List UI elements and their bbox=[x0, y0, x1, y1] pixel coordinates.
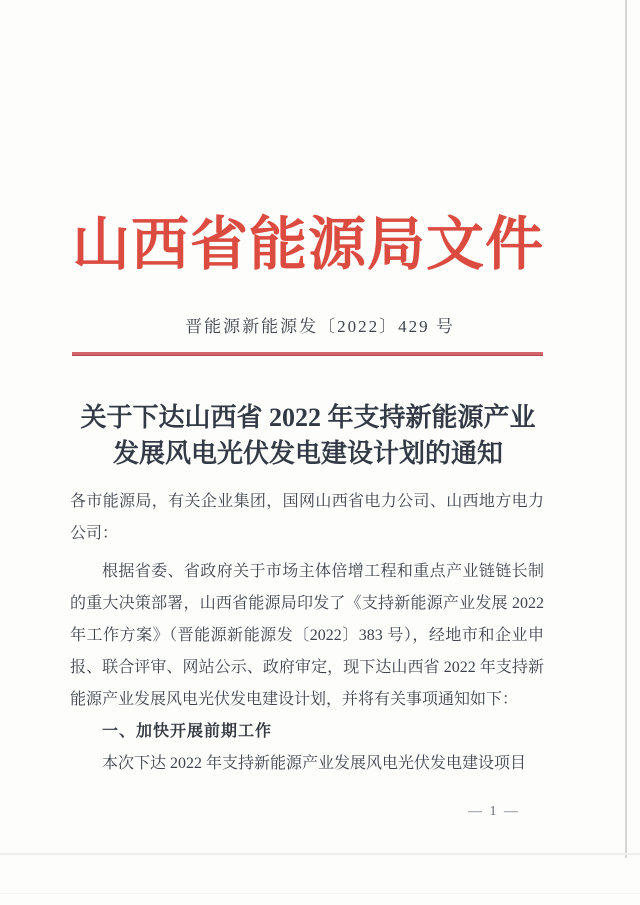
title-line-1: 关于下达山西省 2022 年支持新能源产业 bbox=[80, 403, 536, 432]
section-heading-1: 一、加快开展前期工作 bbox=[102, 723, 273, 740]
page-edge-bottom bbox=[0, 853, 640, 855]
page-edge-bottom-faint bbox=[0, 893, 640, 894]
title-line-2: 发展风电光伏发电建设计划的通知 bbox=[112, 439, 503, 468]
paragraph-intro: 根据省委、省政府关于市场主体倍增工程和重点产业链链长制的重大决策部署，山西省能源局印发了《支持新能源产业发展 2022 年工作方案》（晋能源新能源发〔2022〕383 号），经地市和企业申报、联合评审、网站公示、政府审定，现下达山西省 2022 年支持新能源产业发展风电光伏发电建设计划，并将有关事项通知如下： bbox=[70, 563, 544, 708]
page-number: — 1 — bbox=[468, 804, 520, 819]
letterhead-title: 山西省能源局文件 bbox=[71, 212, 544, 277]
document-number: 晋能源新能源发〔2022〕429 号 bbox=[185, 317, 455, 336]
paragraph-recipients: 各市能源局，有关企业集团，国网山西省电力公司、山西地方电力公司： bbox=[70, 493, 544, 542]
document-body bbox=[70, 486, 544, 780]
red-divider-rule bbox=[72, 352, 543, 356]
document-title bbox=[50, 400, 566, 472]
paragraph-section-1-body: 本次下达 2022 年支持新能源产业发展风电光伏发电建设项目 bbox=[102, 755, 527, 772]
page-edge-right bbox=[625, 0, 627, 858]
